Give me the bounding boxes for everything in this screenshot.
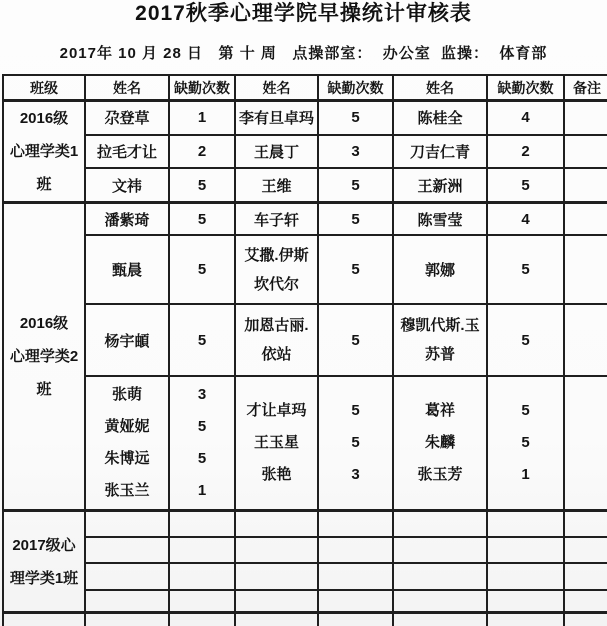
remark-cell <box>564 613 607 626</box>
count-cell: 5 <box>169 235 235 304</box>
name-cell: 拉毛才让 <box>85 135 169 169</box>
empty-name-cell <box>393 511 487 538</box>
empty-count-cell <box>318 537 393 563</box>
header-cell-absent3: 缺勤次数 <box>487 75 564 101</box>
table-row <box>3 511 607 538</box>
remark-cell <box>564 590 607 613</box>
empty-name-cell <box>85 563 169 590</box>
name-cell: 张萌 黄娅妮 朱博远 张玉兰 <box>85 376 169 511</box>
empty-count-cell <box>169 537 235 563</box>
count-cell: 3 <box>318 135 393 169</box>
count-cell: 2 <box>487 135 564 169</box>
remark-cell <box>564 168 607 202</box>
empty-count-cell <box>318 511 393 538</box>
doc-title: 2017秋季心理学院早操统计审核表 <box>135 2 472 25</box>
name-cell: 陈桂全 <box>393 101 487 135</box>
empty-count-cell <box>318 613 393 626</box>
table-row <box>3 203 607 236</box>
name-cell: 李有旦卓玛 <box>235 101 318 135</box>
name-cell: 陈雪莹 <box>393 203 487 236</box>
empty-name-cell <box>393 613 487 626</box>
class-cell: 2017级心 理学类1班 <box>3 511 85 613</box>
name-cell: 艾撒.伊斯 坎代尔 <box>235 235 318 304</box>
empty-name-cell <box>235 511 318 538</box>
name-cell: 郭娜 <box>393 235 487 304</box>
table-row <box>3 135 607 169</box>
empty-count-cell <box>487 613 564 626</box>
name-cell: 潘紫琦 <box>85 203 169 236</box>
empty-count-cell <box>318 590 393 613</box>
empty-class-cell <box>3 613 85 626</box>
header-cell-name1: 姓名 <box>85 75 169 101</box>
remark-cell <box>564 203 607 236</box>
count-cell: 4 <box>487 203 564 236</box>
table-row <box>3 376 607 511</box>
count-cell: 2 <box>169 135 235 169</box>
count-cell: 5 <box>487 304 564 376</box>
empty-name-cell <box>235 563 318 590</box>
empty-count-cell <box>487 511 564 538</box>
header-cell-name2: 姓名 <box>235 75 318 101</box>
count-cell: 5 <box>318 203 393 236</box>
remark-cell <box>564 235 607 304</box>
name-cell: 王新洲 <box>393 168 487 202</box>
name-cell: 王晨丁 <box>235 135 318 169</box>
doc-subtitle: 2017年 10 月 28 日 第 十 周 点操部室： 办公室 监操： 体育部 <box>59 45 548 62</box>
class-cell: 2016级 心理学类2 班 <box>3 203 85 511</box>
header-row <box>3 75 607 101</box>
empty-name-cell <box>85 511 169 538</box>
name-cell: 文祎 <box>85 168 169 202</box>
empty-name-cell <box>85 590 169 613</box>
table-row <box>3 304 607 376</box>
table-row <box>3 235 607 304</box>
count-cell: 4 <box>487 101 564 135</box>
header-cell-absent2: 缺勤次数 <box>318 75 393 101</box>
count-cell: 5 <box>487 235 564 304</box>
name-cell: 刀吉仁青 <box>393 135 487 169</box>
empty-count-cell <box>487 537 564 563</box>
count-cell: 1 <box>169 101 235 135</box>
name-cell: 杨宇頔 <box>85 304 169 376</box>
count-cell: 5 <box>487 168 564 202</box>
table-row <box>3 590 607 613</box>
count-cell: 5 <box>318 101 393 135</box>
remark-cell <box>564 511 607 538</box>
empty-name-cell <box>393 563 487 590</box>
remark-cell <box>564 101 607 135</box>
empty-count-cell <box>318 563 393 590</box>
table-row <box>3 168 607 202</box>
attendance-table <box>2 74 607 626</box>
table-row <box>3 537 607 563</box>
empty-count-cell <box>169 511 235 538</box>
count-cell: 5 <box>169 203 235 236</box>
empty-count-cell <box>169 590 235 613</box>
count-cell: 5 <box>318 168 393 202</box>
remark-cell <box>564 376 607 511</box>
table-row-cutoff <box>3 613 607 626</box>
remark-cell <box>564 563 607 590</box>
header-cell-class: 班级 <box>3 75 85 101</box>
count-cell: 5 <box>318 235 393 304</box>
name-cell: 甄晨 <box>85 235 169 304</box>
name-cell: 王维 <box>235 168 318 202</box>
name-cell: 加恩古丽. 依站 <box>235 304 318 376</box>
empty-name-cell <box>235 613 318 626</box>
name-cell: 穆凯代斯.玉 苏普 <box>393 304 487 376</box>
remark-cell <box>564 135 607 169</box>
name-cell: 车子轩 <box>235 203 318 236</box>
empty-name-cell <box>85 537 169 563</box>
remark-cell <box>564 304 607 376</box>
header-cell-remark: 备注 <box>564 75 607 101</box>
table-row <box>3 563 607 590</box>
empty-count-cell <box>487 563 564 590</box>
empty-name-cell <box>235 537 318 563</box>
remark-cell <box>564 537 607 563</box>
name-cell: 葛祥 朱麟 张玉芳 <box>393 376 487 511</box>
empty-count-cell <box>169 563 235 590</box>
header-cell-absent1: 缺勤次数 <box>169 75 235 101</box>
name-cell: 尕登草 <box>85 101 169 135</box>
class-cell: 2016级 心理学类1 班 <box>3 101 85 203</box>
count-cell: 3 5 5 1 <box>169 376 235 511</box>
empty-name-cell <box>393 537 487 563</box>
header-cell-name3: 姓名 <box>393 75 487 101</box>
name-cell: 才让卓玛 王玉星 张艳 <box>235 376 318 511</box>
empty-count-cell <box>487 590 564 613</box>
empty-name-cell <box>393 590 487 613</box>
empty-name-cell <box>235 590 318 613</box>
empty-count-cell <box>169 613 235 626</box>
count-cell: 5 5 3 <box>318 376 393 511</box>
table-row <box>3 101 607 135</box>
count-cell: 5 <box>318 304 393 376</box>
count-cell: 5 <box>169 304 235 376</box>
count-cell: 5 5 1 <box>487 376 564 511</box>
count-cell: 5 <box>169 168 235 202</box>
empty-name-cell <box>85 613 169 626</box>
